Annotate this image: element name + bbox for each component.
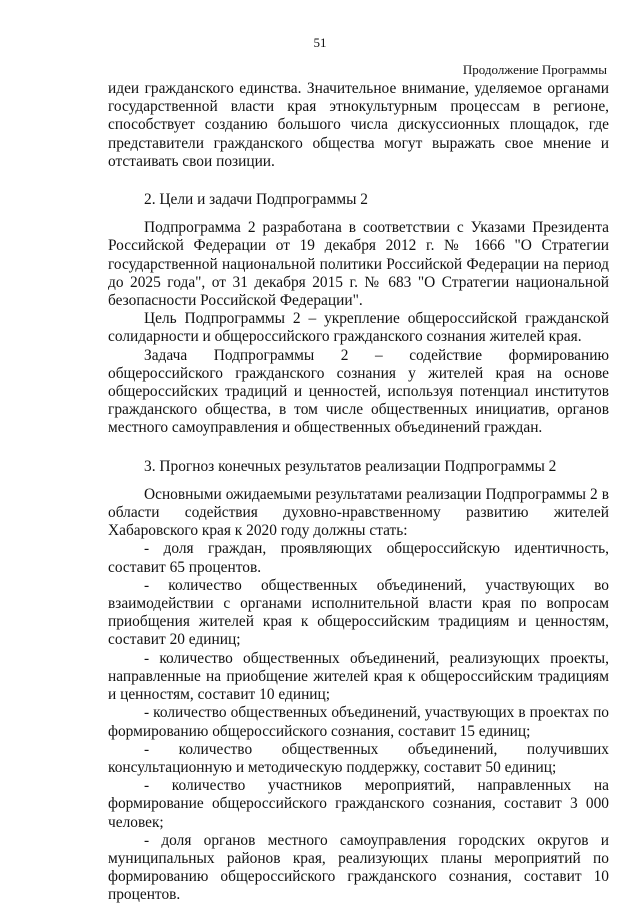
continuation-label: Продолжение Программы	[462, 62, 607, 77]
result-item: - количество участников мероприятий, направленных на формирование общероссийского гражданского сознания, составит 3 000 человек;	[108, 777, 609, 831]
section-2-heading: 2. Цели и задачи Подпрограммы 2	[144, 191, 368, 209]
section-2-paragraph: Задача Подпрограммы 2 – содействие формированию общероссийского гражданского сознания у жителей края на основе общероссийских традиций и ценностей, используя потенциал институтов гражданского общества, в том числе общественных инициатив, органов местного самоуправления и общественных объединений граждан.	[108, 346, 609, 437]
page-number: 51	[313, 35, 327, 50]
result-item: - доля граждан, проявляющих общероссийскую идентичность, составит 65 процентов.	[108, 540, 609, 576]
section-3-heading: 3. Прогноз конечных результатов реализации Подпрограммы 2	[144, 457, 557, 475]
section-3-lead: Основными ожидаемыми результатами реализации Подпрограммы 2 в области содействия духовно-нравственному развитию жителей Хабаровского края к 2020 году должны стать:	[108, 485, 609, 540]
result-item: - доля органов местного самоуправления городских округов и муниципальных районов края, реализующих планы мероприятий по формированию общероссийского гражданского сознания, составит 10 процентов.	[108, 831, 609, 904]
intro-paragraph: идеи гражданского единства. Значительное внимание, уделяемое органами государственной власти края этнокультурным процессам в регионе, способствует созданию большого числа дискуссионных площадок, где представители гражданского общества могут выражать свое мнение и отстаивать свои позиции.	[108, 80, 609, 170]
page-content	[108, 80, 609, 905]
result-item: - количество общественных объединений, получивших консультационную и методическую поддержку, составит 50 единиц;	[108, 740, 609, 776]
section-2-paragraph: Подпрограмма 2 разработана в соответствии с Указами Президента Российской Федерации от 19 декабря 2012 г. № 1666 "О Стратегии государственной национальной политики Российской Федерации на период до 2025 года", от 31 декабря 2015 г. № 683 "О Стратегии национальной безопасности Российской Федерации".	[108, 219, 609, 310]
result-item: - количество общественных объединений, реализующих проекты, направленные на приобщение жителей края к общероссийским традициям и ценностям, составит 10 единиц;	[108, 649, 609, 704]
section-2-paragraph: Цель Подпрограммы 2 – укрепление общероссийской гражданской солидарности и общероссийского гражданского сознания жителей края.	[108, 310, 609, 346]
result-item: - количество общественных объединений, участвующих в проектах по формированию общероссийского сознания, составит 15 единиц;	[108, 704, 609, 740]
result-item: - количество общественных объединений, участвующих во взаимодействии с органами исполнительной власти края по вопросам приобщения жителей края к общероссийским традициям и ценностям, составит 20 единиц;	[108, 576, 609, 649]
